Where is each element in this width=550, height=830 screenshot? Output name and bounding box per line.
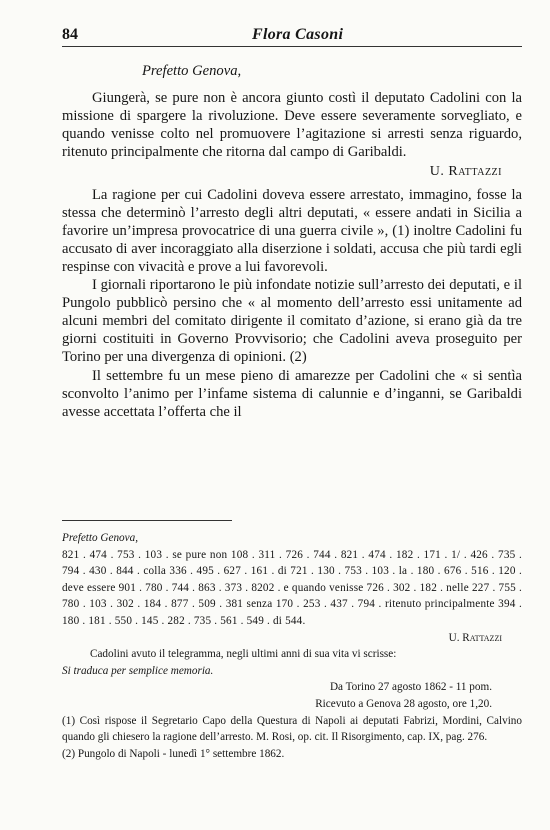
page-number: 84 bbox=[62, 26, 78, 43]
note-line-3: Da Torino 27 agosto 1862 - 11 pom. bbox=[329, 681, 492, 694]
telegram-signature-name: U. Rattazzi bbox=[429, 164, 502, 180]
cipher-signature: U. Rattazzi bbox=[448, 631, 502, 644]
telegram-addressee: Prefetto Genova, bbox=[142, 63, 242, 79]
paragraph-1: La ragione per cui Cadolini doveva essere arrestato, immagino, fosse la stessa che determinò l’arresto degli altri deputati, « essere andati in Sicilia a favorire un’impresa provocatrice di una guerra civile », (1) inoltre Cadolini fu accusato di aver incoraggiato alla diserzione i soldati, accusa che più tardi egli respinse con vivacità e prove a lui favorevoli. bbox=[62, 186, 522, 275]
footnote-2: (2) Pungolo di Napoli - lunedì 1° settembre 1862. bbox=[62, 747, 285, 760]
running-title: Flora Casoni bbox=[252, 26, 344, 43]
note-line-4: Ricevuto a Genova 28 agosto, ore 1,20. bbox=[315, 697, 492, 710]
cipher-telegram bbox=[62, 547, 522, 630]
note-line-2: Si traduca per semplice memoria. bbox=[62, 664, 214, 677]
telegram-text: Giungerà, se pure non è ancora giunto costì il deputato Cadolini con la missione di spargere la rivoluzione. Deve essere severamente sorvegliato, e quando venisse colto nel promuovere l’agitazione si arresti senza riguardo, ritenuto principalmente che ritorna dal campo di Garibaldi. bbox=[62, 90, 522, 161]
appendix-block bbox=[62, 530, 522, 762]
paragraph-3: Il settembre fu un mese pieno di amarezze per Cadolini che « si sentìa sconvolto l’animo per l’infame sistema di calunnie e d’inganni, se Garibaldi avesse accettata l’offerta che il bbox=[62, 367, 522, 420]
telegram-signature bbox=[62, 163, 522, 181]
footnote-divider bbox=[62, 520, 232, 521]
main-text bbox=[62, 62, 522, 421]
paragraph-2: I giornali riportarono le più infondate notizie sull’arresto dei deputati, e il Pungolo pubblicò persino che « al momento dell’arresto essi unitamente ad alcuni membri del comitato dirigente il comitato d’azione, si erano già da tre giorni costituiti in Governo Provvisorio; che Cadolini aveva proseguito per Torino per una divergenza di opinioni. (2) bbox=[62, 277, 522, 366]
footnote-1: (1) Così rispose il Segretario Capo della Questura di Napoli ai deputati Fabrizi, Mordini, Calvino quando gli chiesero la ragione dell’arresto. M. Rosi, op. cit. Il Risorgimento, cap. IX, pag. 276. bbox=[62, 714, 522, 744]
cipher-text: 821 . 474 . 753 . 103 . se pure non 108 . 311 . 726 . 744 . 821 . 474 . 182 . 171 . 1/ . 426 . 735 . 794 . 430 . 844 . colla 336 . 495 . 627 . 161 . di 721 . 130 . 753 . 103 . la . 180 . 676 . 516 . 120 . deve essere 901 . 780 . 744 . 863 . 373 . 8202 . e quando venisse 726 . 302 . 182 . nelle 227 . 755 . 780 . 103 . 302 . 184 . 877 . 509 . 381 senza 170 . 253 . 437 . 794 . ritenuto principalmente 394 . 180 . 181 . 550 . 145 . 282 . 735 . 561 . 549 . di 544. bbox=[62, 548, 522, 627]
note-line-1: Cadolini avuto il telegramma, negli ultimi anni di sua vita vi scrisse: bbox=[90, 648, 397, 661]
running-head bbox=[62, 26, 522, 47]
cipher-heading: Prefetto Genova, bbox=[62, 532, 139, 544]
